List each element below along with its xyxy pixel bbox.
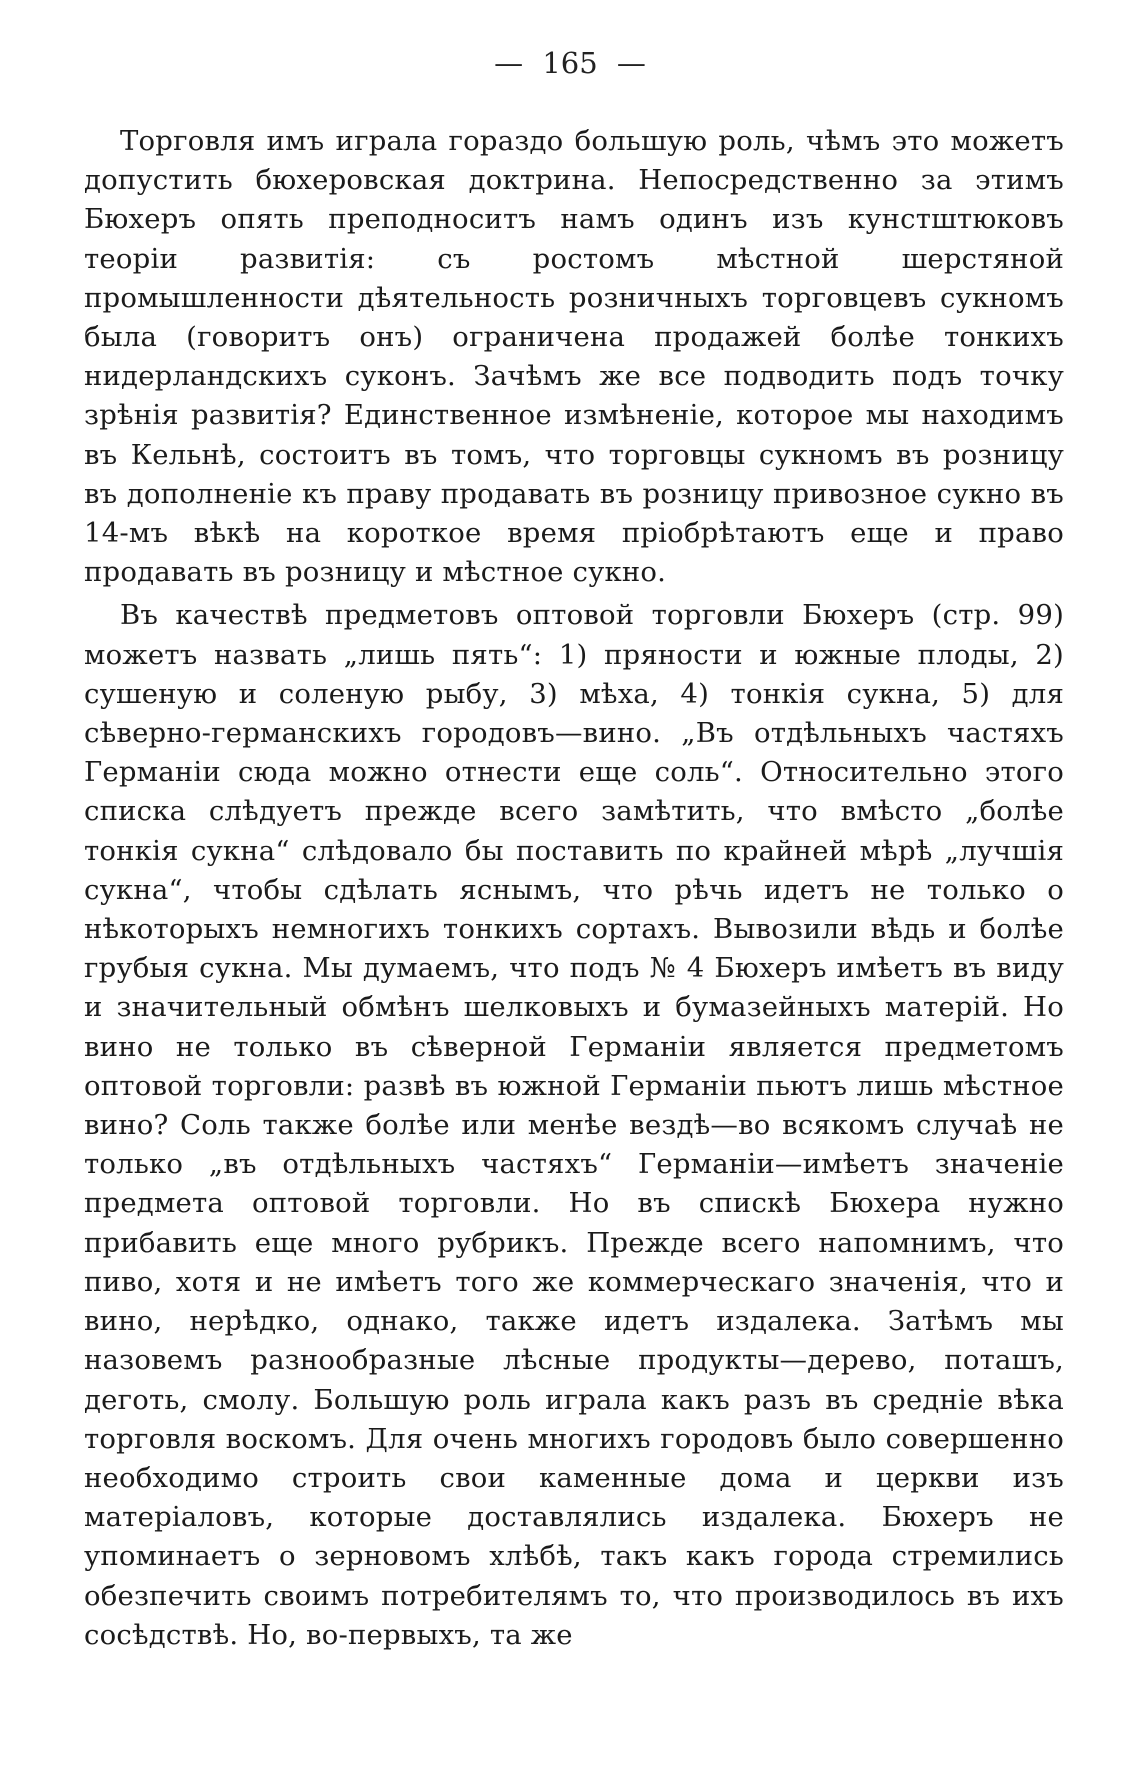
body-text	[84, 122, 1064, 1655]
paragraph-2: Въ качествѣ предметовъ оптовой торговли Бюхеръ (стр. 99) можетъ назвать „лишь пять“: 1) пряности и южные плоды, 2) сушеную и соленую рыбу, 3) мѣха, 4) тонкія сукна, 5) для сѣверно-германскихъ городовъ—вино. „Въ отдѣльныхъ частяхъ Германіи сюда можно отнести еще соль“. Относительно этого списка слѣдуетъ прежде всего замѣтить, что вмѣсто „болѣе тонкія сукна“ слѣдовало бы поставить по крайней мѣрѣ „лучшія сукна“, чтобы сдѣлать яснымъ, что рѣчь идетъ не только о нѣкоторыхъ немногихъ тонкихъ сортахъ. Вывозили вѣдь и болѣе грубыя сукна. Мы думаемъ, что подъ № 4 Бюхеръ имѣетъ въ виду и значительный обмѣнъ шелковыхъ и бумазейныхъ матерій. Но вино не только въ сѣверной Германіи является предметомъ оптовой торговли: развѣ въ южной Германіи пьютъ лишь мѣстное вино? Соль также болѣе или менѣе вездѣ—во всякомъ случаѣ не только „въ отдѣльныхъ частяхъ“ Германіи—имѣетъ значеніе предмета оптовой торговли. Но въ спискѣ Бюхера нужно прибавить еще много рубрикъ. Прежде всего напомнимъ, что пиво, хотя и не имѣетъ того же коммерческаго значенія, что и вино, нерѣдко, однако, также идетъ издалека. Затѣмъ мы назовемъ разнообразные лѣсные продукты—дерево, поташъ, деготь, смолу. Большую роль играла какъ разъ въ средніе вѣка торговля воскомъ. Для очень многихъ городовъ было совершенно необходимо строить свои каменные дома и церкви изъ матеріаловъ, которые доставлялись издалека. Бюхеръ не упоминаетъ о зерновомъ хлѣбѣ, такъ какъ города стремились обезпечить своимъ потребителямъ то, что производилось въ ихъ сосѣдствѣ. Но, во-первыхъ, та же	[84, 599, 1064, 1651]
page-header	[0, 46, 1140, 80]
header-dash-left: —	[494, 46, 524, 80]
page-number: 165	[542, 46, 598, 80]
paragraph-1: Торговля имъ играла гораздо большую роль, чѣмъ это можетъ допустить бюхеровская доктрина. Непосредственно за этимъ Бюхеръ опять преподноситъ намъ одинъ изъ кунстштюковъ теоріи развитія: съ ростомъ мѣстной шерстяной промышленности дѣятельность розничныхъ торговцевъ сукномъ была (говоритъ онъ) ограничена продажей болѣе тонкихъ нидерландскихъ суконъ. Зачѣмъ же все подводить подъ точку зрѣнія развитія? Единственное измѣненіе, которое мы находимъ въ Кельнѣ, состоитъ въ томъ, что торговцы сукномъ въ розницу въ дополненіе къ праву продавать въ розницу привозное сукно въ 14-мъ вѣкѣ на короткое время пріобрѣтаютъ еще и право продавать въ розницу и мѣстное сукно.	[84, 125, 1064, 589]
header-dash-right: —	[616, 46, 646, 80]
